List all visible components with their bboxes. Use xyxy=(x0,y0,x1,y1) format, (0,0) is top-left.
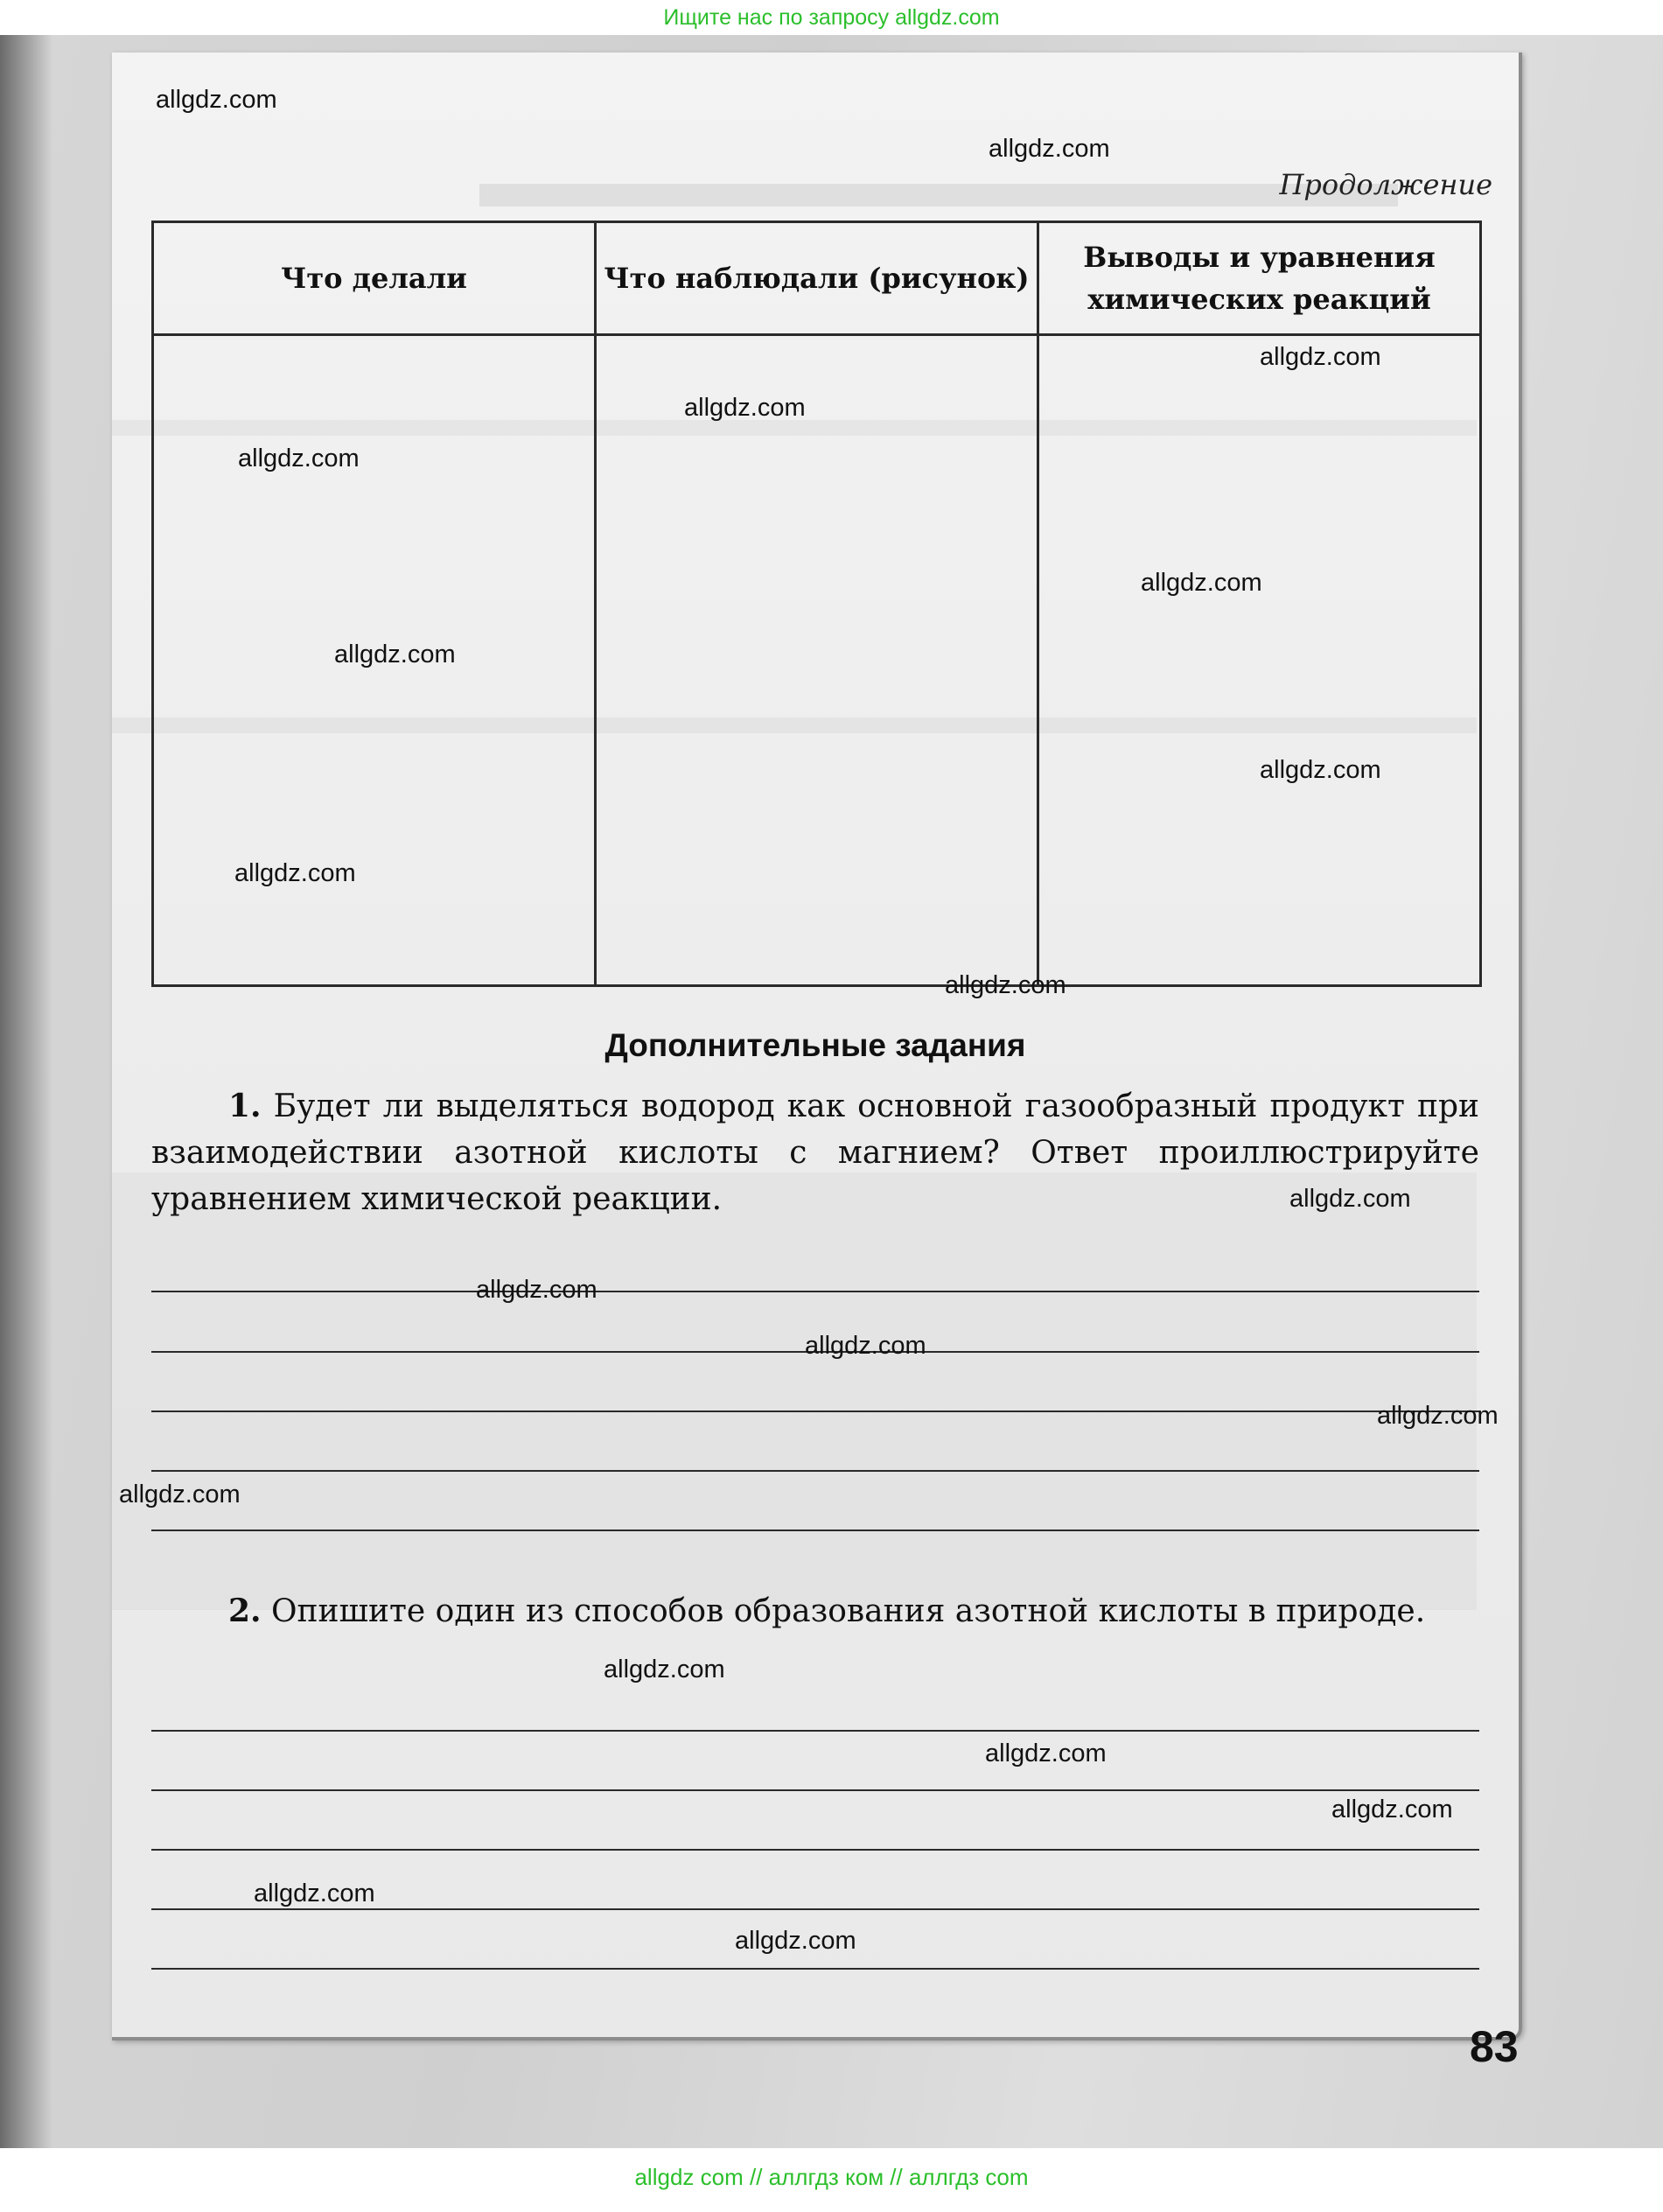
watermark: allgdz.com xyxy=(604,1656,725,1684)
watermark: allgdz.com xyxy=(238,444,360,472)
bleed-through-shade xyxy=(479,184,1398,206)
task-1-text: Будет ли выделяться водород как основной газообразный продукт при взаимодействии азотной кислоты с магнием? Ответ проиллюстрируйте уравнением химической реакции. xyxy=(151,1088,1479,1217)
watermark: allgdz.com xyxy=(254,1880,375,1908)
watermark: allgdz.com xyxy=(989,135,1110,163)
watermark: allgdz.com xyxy=(805,1332,926,1360)
answer-line[interactable] xyxy=(151,1530,1479,1531)
column-header-conclusions: Выводы и уравнения химических реакций xyxy=(1038,222,1481,335)
answer-line[interactable] xyxy=(151,1968,1479,1970)
answer-cell-conclusions[interactable] xyxy=(1038,335,1481,986)
watermark: allgdz.com xyxy=(334,640,456,668)
bottom-banner: allgdz com // аллгдз ком // аллгдз com xyxy=(0,2148,1663,2212)
watermark: allgdz.com xyxy=(1141,569,1262,597)
continuation-label: Продолжение xyxy=(1279,168,1492,201)
task-1-number: 1. xyxy=(228,1088,262,1124)
column-header-observed: Что наблюдали (рисунок) xyxy=(596,222,1038,335)
task-2 xyxy=(151,1588,1479,1634)
task-1 xyxy=(151,1083,1479,1222)
watermark: allgdz.com xyxy=(1331,1796,1453,1824)
watermark: allgdz.com xyxy=(1289,1185,1411,1213)
page-fold-shadow xyxy=(0,35,52,2148)
watermark: allgdz.com xyxy=(119,1480,241,1508)
task-2-number: 2. xyxy=(228,1592,262,1629)
watermark: allgdz.com xyxy=(1260,756,1381,784)
answer-line[interactable] xyxy=(151,1730,1479,1732)
watermark: allgdz.com xyxy=(985,1740,1107,1768)
watermark: allgdz.com xyxy=(735,1927,856,1955)
watermark: allgdz.com xyxy=(1260,343,1381,371)
watermark: allgdz.com xyxy=(156,86,277,114)
watermark: allgdz.com xyxy=(945,971,1066,999)
watermark: allgdz.com xyxy=(684,394,806,422)
task-2-text: Опишите один из способов образования азотной кислоты в природе. xyxy=(271,1593,1426,1629)
bleed-through-shade xyxy=(112,1172,1477,1610)
watermark: allgdz.com xyxy=(1377,1402,1499,1430)
answer-line[interactable] xyxy=(151,1291,1479,1292)
answer-cell-observed[interactable] xyxy=(596,335,1038,986)
answer-line[interactable] xyxy=(151,1470,1479,1472)
section-title: Дополнительные задания xyxy=(604,1027,1026,1063)
table-header-row xyxy=(153,222,1481,335)
top-banner: Ищите нас по запросу allgdz.com xyxy=(0,0,1663,35)
answer-line[interactable] xyxy=(151,1410,1479,1412)
answer-line[interactable] xyxy=(151,1908,1479,1910)
watermark: allgdz.com xyxy=(234,859,356,887)
watermark: allgdz.com xyxy=(476,1276,597,1304)
page-number: 83 xyxy=(1470,2022,1519,2071)
answer-line[interactable] xyxy=(151,1789,1479,1791)
answer-line[interactable] xyxy=(151,1849,1479,1851)
scanned-page-area xyxy=(0,35,1663,2148)
column-header-what-done: Что делали xyxy=(153,222,596,335)
